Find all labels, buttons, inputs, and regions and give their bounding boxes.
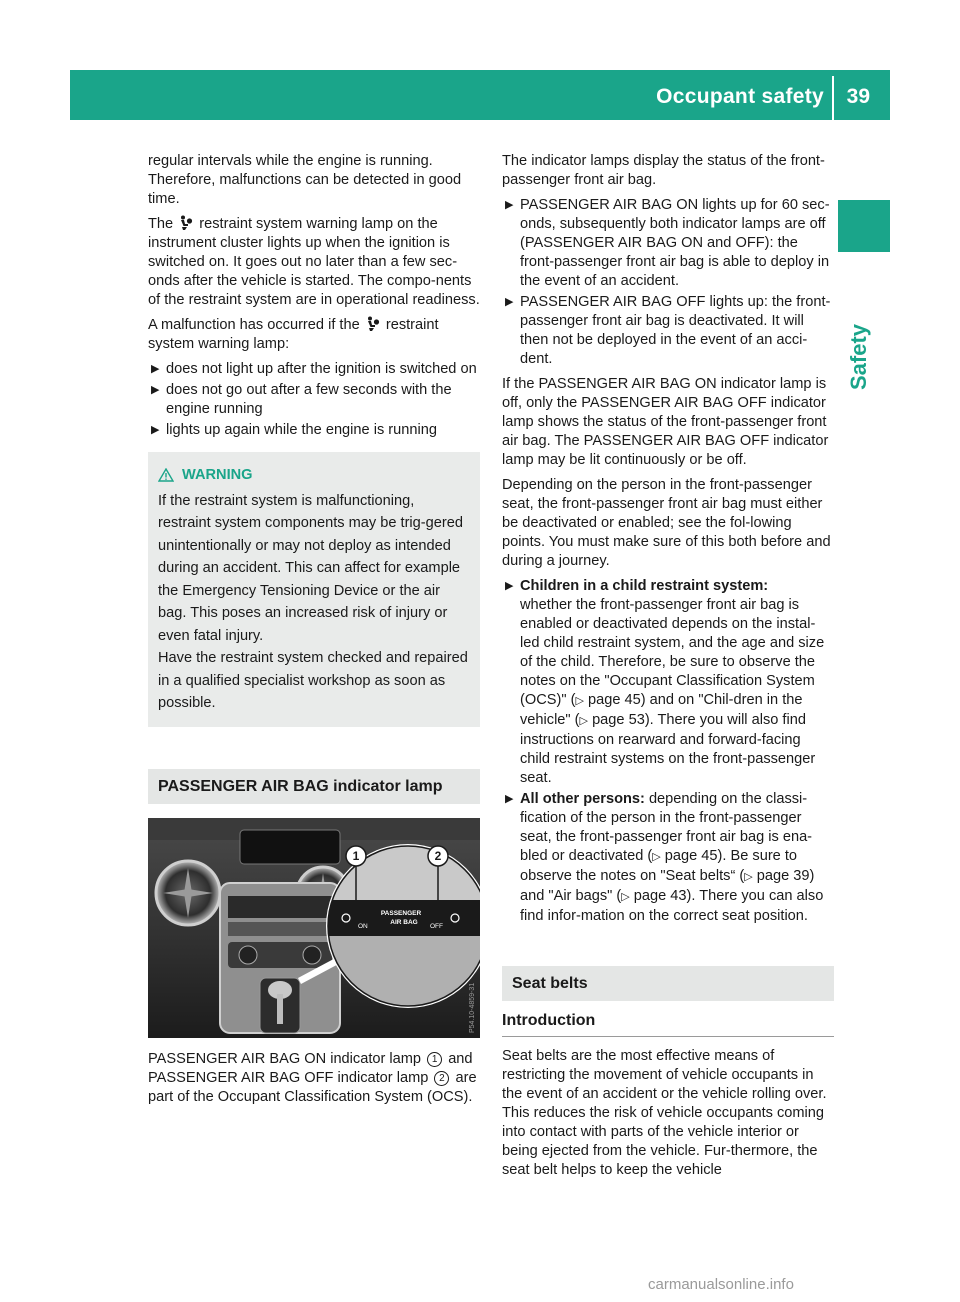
text-fragment: restraint system warning lamp on the instrument cluster lights up when the ignition is switched on. It goes out no later than a few sec-onds after the vehicle is started. The compo-nents of the restraint system are in operational readiness.: [148, 216, 480, 308]
list-item: [502, 196, 834, 291]
list-item: [148, 421, 480, 440]
text-fragment: whether the front-passenger front air bag is enabled or deactivated depends on the instal-led child restraint system, and the age and size of the child. Therefore, be sure to observe the notes on the "Occupant Classification System (OCS)" (: [520, 597, 825, 708]
page-ref-arrow-icon: ▷: [579, 715, 588, 727]
page-reference[interactable]: page 45). Be sure to observe the notes on "Seat belts“ (: [520, 848, 798, 884]
warning-box: [148, 452, 480, 727]
page-ref-arrow-icon: ▷: [744, 871, 753, 883]
restraint-system-warning-icon: [179, 215, 193, 230]
bullet-icon: ▶: [151, 363, 160, 375]
list-item-text: PASSENGER AIR BAG OFF lights up: the front-passenger front air bag is deactivated. It will then not be deployed in the event of an acci-dent.: [520, 294, 831, 367]
page-reference[interactable]: page 43). There you can also find infor-mation on the correct seat position.: [520, 888, 824, 924]
text-fragment: depending on the classi-fication of the person in the front-passenger seat, the front-passenger front air bag is ena-bled or deactivated (: [520, 791, 813, 864]
list-item-text: does not go out after a few seconds with the engine running: [166, 382, 452, 417]
header-bar: [70, 70, 890, 120]
paragraph: Depending on the person in the front-passenger seat, the front-passenger front air bag must either be deactivated or enabled; see the fol-lowing points. You must make sure of this both before and during a journey.: [502, 477, 831, 569]
paragraph: If the PASSENGER AIR BAG ON indicator lamp is off, only the PASSENGER AIR BAG OFF indicator lamp shows the status of the front-passenger front air bag. The PASSENGER AIR BAG OFF indicator lamp may be lit continuously or be off.: [502, 376, 829, 468]
text-fragment: PASSENGER AIR BAG ON indicator lamp: [148, 1050, 422, 1067]
list-item: [148, 360, 480, 379]
list-item: [502, 577, 834, 788]
list-item: [148, 381, 480, 419]
warning-heading: [158, 464, 470, 487]
bullet-icon: ▶: [505, 793, 514, 805]
list-item-title: All other persons:: [520, 791, 645, 807]
section-tab-marker: [838, 200, 890, 252]
paragraph: Seat belts are the most effective means of restricting the movement of vehicle occupants in the event of an accident or the vehicle rolling over. This reduces the risk of vehicle occupants coming into contact with parts of the vehicle interior or being ejected from the vehicle. Fur-thermore, the seat belt helps to keep the vehicle: [502, 1048, 827, 1178]
bullet-icon: ▶: [505, 199, 514, 211]
warning-title: WARNING: [182, 467, 253, 483]
panel-on-label: ON: [358, 922, 368, 930]
bullet-list: [502, 196, 834, 369]
warning-text: If the restraint system is malfunctioning, restraint system components may be trig-gered unintentionally or may not deploy as intended during an accident. This can affect for example the Emergency Tensioning Device or the air bag. This poses an increased risk of injury or even fatal injury.: [158, 492, 463, 644]
callout-1: 1: [352, 848, 360, 863]
text-fragment: restraint system warning lamp:: [148, 317, 439, 352]
dashboard-illustration: [148, 818, 480, 1038]
restraint-system-warning-icon: [366, 316, 380, 331]
warning-text: Have the restraint system checked and repaired in a qualified specialist workshop as soon as possible.: [158, 650, 468, 711]
panel-off-label: OFF: [430, 922, 443, 930]
list-item: [502, 790, 834, 926]
text-fragment: A malfunction has occurred if the: [148, 317, 360, 333]
right-column: [502, 152, 834, 1186]
page-ref-arrow-icon: ▷: [652, 851, 661, 863]
bullet-list: [148, 360, 480, 440]
list-item: [502, 293, 834, 369]
page-title: Occupant safety: [656, 85, 824, 108]
watermark: carmanualsonline.info: [648, 1276, 794, 1293]
panel-airbag-label: AIR BAG: [390, 918, 418, 926]
callout-ref-1: 1: [427, 1052, 442, 1067]
section-title: PASSENGER AIR BAG indicator lamp: [148, 769, 480, 804]
figure-code: P54.10-4859-31: [469, 982, 476, 1033]
paragraph: regular intervals while the engine is running. Therefore, malfunctions can be detected in good time.: [148, 153, 462, 207]
list-item-text: PASSENGER AIR BAG ON lights up for 60 sec-onds, subsequently both indicator lamps are off (PASSENGER AIR BAG ON and OFF): the front-passenger front air bag is able to deploy in the event of an accident.: [520, 197, 830, 289]
page-ref-arrow-icon: ▷: [621, 891, 630, 903]
panel-passenger-label: PASSENGER: [380, 909, 422, 917]
bullet-list: [502, 577, 834, 926]
page-number: 39: [846, 85, 870, 108]
text-fragment: and PASSENGER AIR BAG OFF indicator lamp: [148, 1050, 473, 1086]
callout-ref-2: 2: [434, 1071, 449, 1086]
callout-2: 2: [434, 848, 442, 863]
header-divider: [832, 76, 834, 120]
bullet-icon: ▶: [151, 384, 160, 396]
paragraph: [148, 316, 480, 354]
subsection-title: Introduction: [502, 1001, 834, 1037]
bullet-icon: ▶: [505, 296, 514, 308]
list-item-text: does not light up after the ignition is switched on: [166, 361, 477, 377]
page-reference[interactable]: page 39) and "Air bags" (: [520, 868, 815, 904]
page-reference[interactable]: page 45) and on "Chil-dren in the vehicle" (: [520, 692, 803, 728]
paragraph: The indicator lamps display the status of the front-passenger front air bag.: [502, 153, 825, 188]
warning-triangle-icon: [158, 468, 174, 482]
list-item-text: lights up again while the engine is running: [166, 422, 437, 438]
dashboard-figure: [148, 818, 480, 1038]
figure-caption: [148, 1050, 480, 1107]
page-reference[interactable]: page 53). There you will also find instructions on rearward and forward-facing child restraint systems on the front-passenger seat.: [520, 712, 816, 786]
section-title: Seat belts: [502, 966, 834, 1001]
list-item-title: Children in a child restraint system:: [520, 578, 769, 594]
page-ref-arrow-icon: ▷: [575, 695, 584, 707]
section-side-label: Safety: [846, 323, 871, 390]
bullet-icon: ▶: [505, 580, 514, 592]
paragraph: [148, 215, 480, 310]
left-column: [148, 152, 480, 1113]
text-fragment: The: [148, 216, 174, 232]
text-fragment: are part of the Occupant Classification System (OCS).: [148, 1069, 477, 1105]
bullet-icon: ▶: [151, 424, 160, 436]
